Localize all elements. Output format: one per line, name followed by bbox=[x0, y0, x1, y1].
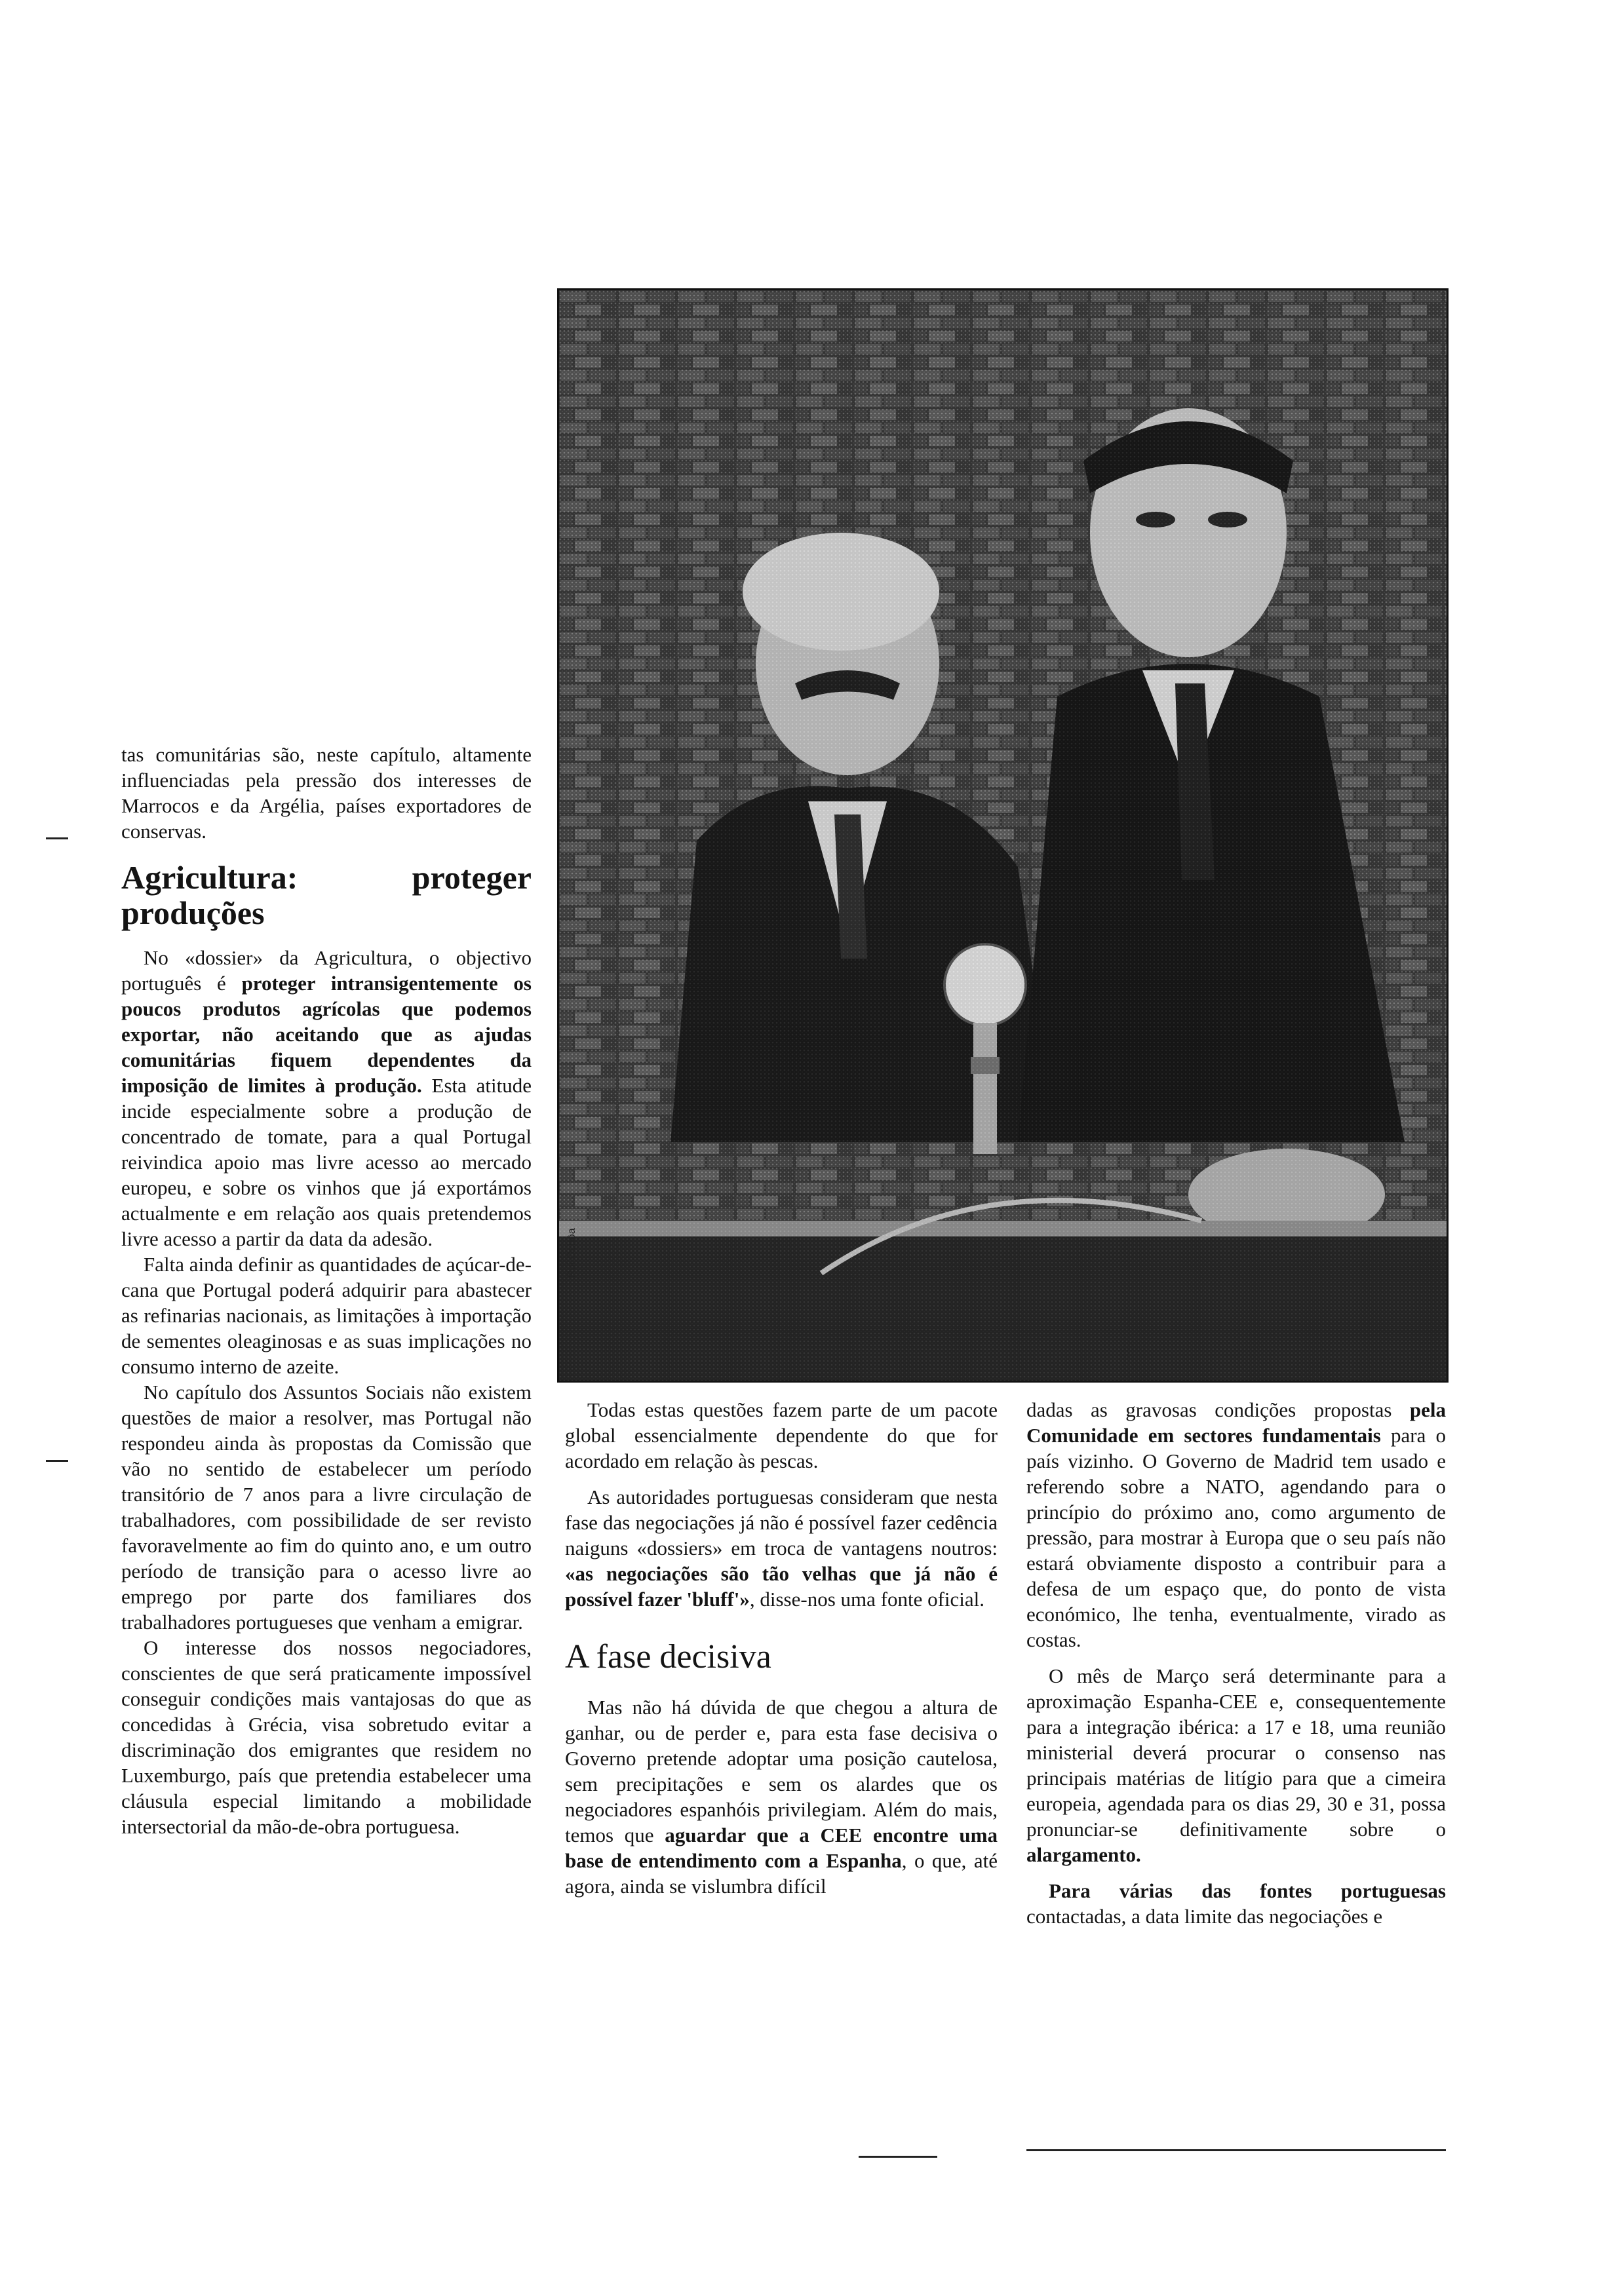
paragraph: Falta ainda definir as quantidades de açúcar-de-cana que Portugal poderá adquirir para abastecer as refinarias nacionais, as limitações à importação de sementes oleaginosas e as suas implicações no consumo interno de azeite. bbox=[121, 1253, 532, 1378]
margin-mark bbox=[46, 837, 68, 839]
paragraph bbox=[1026, 1878, 1446, 1929]
text-run: para o país vizinho. O Governo de Madrid tem usado e referendo sobre a NATO, agendando para o princípio do próximo ano, como argumento de pressão, para mostrar à Europa que o seu país não estará obviamente disposto a contribuir para a defesa de um espaço que, do ponto de vista económico, lhe tenha, eventualmente, virado as costas. bbox=[1026, 1424, 1446, 1651]
photograph-two-men-at-microphone bbox=[559, 290, 1449, 1383]
article-column-1 bbox=[121, 742, 532, 1839]
text-run: Mas não há dúvida de que chegou a altura de ganhar, ou de perder e, para esta fase decisiva o Governo pretende adoptar uma posição cautelosa, sem precipitações e sem os alardes que os negociadores espanhóis privilegiam. Além do mais, temos que bbox=[565, 1696, 998, 1846]
column-end-rule bbox=[859, 2156, 937, 2158]
section-heading-fase-decisiva: A fase decisiva bbox=[565, 1638, 771, 1675]
bold-text-run: aguardar que a CEE encontre uma base de entendimento com a Espanha bbox=[565, 1824, 998, 1872]
text-run: O mês de Março será determinante para a aproximação Espanha-CEE e, consequentemente para a integração ibérica: a 17 e 18, uma reunião ministerial deverá procurar o consenso nas principais matérias de litígio para que a cimeira europeia, agendada para os dias 29, 30 e 31, possa pronunciar-se definitivamente sobre o bbox=[1026, 1664, 1446, 1841]
text-run: contactadas, a data limite das negociações e bbox=[1026, 1905, 1383, 1928]
text-run: , o que, até agora, ainda se vislumbra difícil bbox=[565, 1849, 998, 1898]
paragraph bbox=[1026, 1397, 1446, 1653]
paragraph-intro: tas comunitárias são, neste capítulo, altamente influenciadas pela pressão dos interesses de Marrocos e da Argélia, países exportadores de conservas. bbox=[121, 743, 532, 843]
bold-text-run: «as negociações são tão velhas que já não é possível fazer 'bluff'» bbox=[565, 1562, 998, 1611]
text-run: , disse-nos uma fonte oficial. bbox=[749, 1588, 985, 1611]
article-column-3 bbox=[1026, 1397, 1446, 1929]
paragraph bbox=[121, 945, 532, 1252]
section-heading-agricultura: Agricultura: proteger produções bbox=[121, 859, 532, 931]
bold-text-run: pela Comunidade em sectores fundamentais bbox=[1026, 1398, 1446, 1447]
paragraph: Todas estas questões fazem parte de um pacote global essencialmente dependente do que for acordado em relação às pescas. bbox=[565, 1398, 998, 1472]
news-photograph bbox=[557, 288, 1449, 1383]
bold-text-run: proteger intransigentemente os poucos produtos agrícolas que podemos exportar, não aceitando que as ajudas comunitárias fiquem dependentes da imposição de limites à produção. bbox=[121, 972, 532, 1097]
article-column-2 bbox=[565, 1397, 998, 1899]
paragraph: No capítulo dos Assuntos Sociais não existem questões de maior a resolver, mas Portugal não respondeu ainda às propostas da Comissão que vão no sentido de estabelecer um período transitório de 7 anos para a livre circulação de trabalhadores, com possibilidade de ser revisto favoravelmente ao fim do quinto ano, e um outro período de transição para o acesso livre ao emprego por parte dos familiares dos trabalhadores portugueses que venham a emigrar. bbox=[121, 1381, 532, 1634]
column-end-rule bbox=[1026, 2149, 1446, 2151]
text-run: Esta atitude incide especialmente sobre a produção de concentrado de tomate, para a qual Portugal reivindica apoio mas livre acesso ao mercado europeu, e sobre os vinhos que já exportámos actualmente e em relação aos quais pretendemos livre acesso a partir da data da adesão. bbox=[121, 1074, 532, 1250]
paragraph: O interesse dos nossos negociadores, conscientes de que será praticamente impossível conseguir condições mais vantajosas do que as concedidas à Grécia, visa sobretudo evitar a discriminação dos emigrantes que residem no Luxemburgo, país que pretendia estabelecer uma cláusula especial limitando a mobilidade intersectorial da mão-de-obra portuguesa. bbox=[121, 1636, 532, 1838]
bold-text-run: alargamento. bbox=[1026, 1843, 1141, 1866]
paragraph bbox=[565, 1484, 998, 1612]
photo-credit: Rui Ochôa bbox=[566, 1228, 577, 1278]
paragraph bbox=[1026, 1663, 1446, 1867]
paragraph bbox=[565, 1694, 998, 1899]
text-run: dadas as gravosas condições propostas bbox=[1026, 1398, 1410, 1421]
text-run: As autoridades portuguesas consideram que nesta fase das negociações já não é possível fazer cedência naiguns «dossiers» em troca de vantagens noutros: bbox=[565, 1485, 998, 1559]
text-run: No «dossier» da Agricultura, o objectivo português é bbox=[121, 946, 532, 995]
margin-mark bbox=[46, 1460, 68, 1462]
bold-text-run: Para várias das fontes portuguesas bbox=[1049, 1879, 1446, 1902]
